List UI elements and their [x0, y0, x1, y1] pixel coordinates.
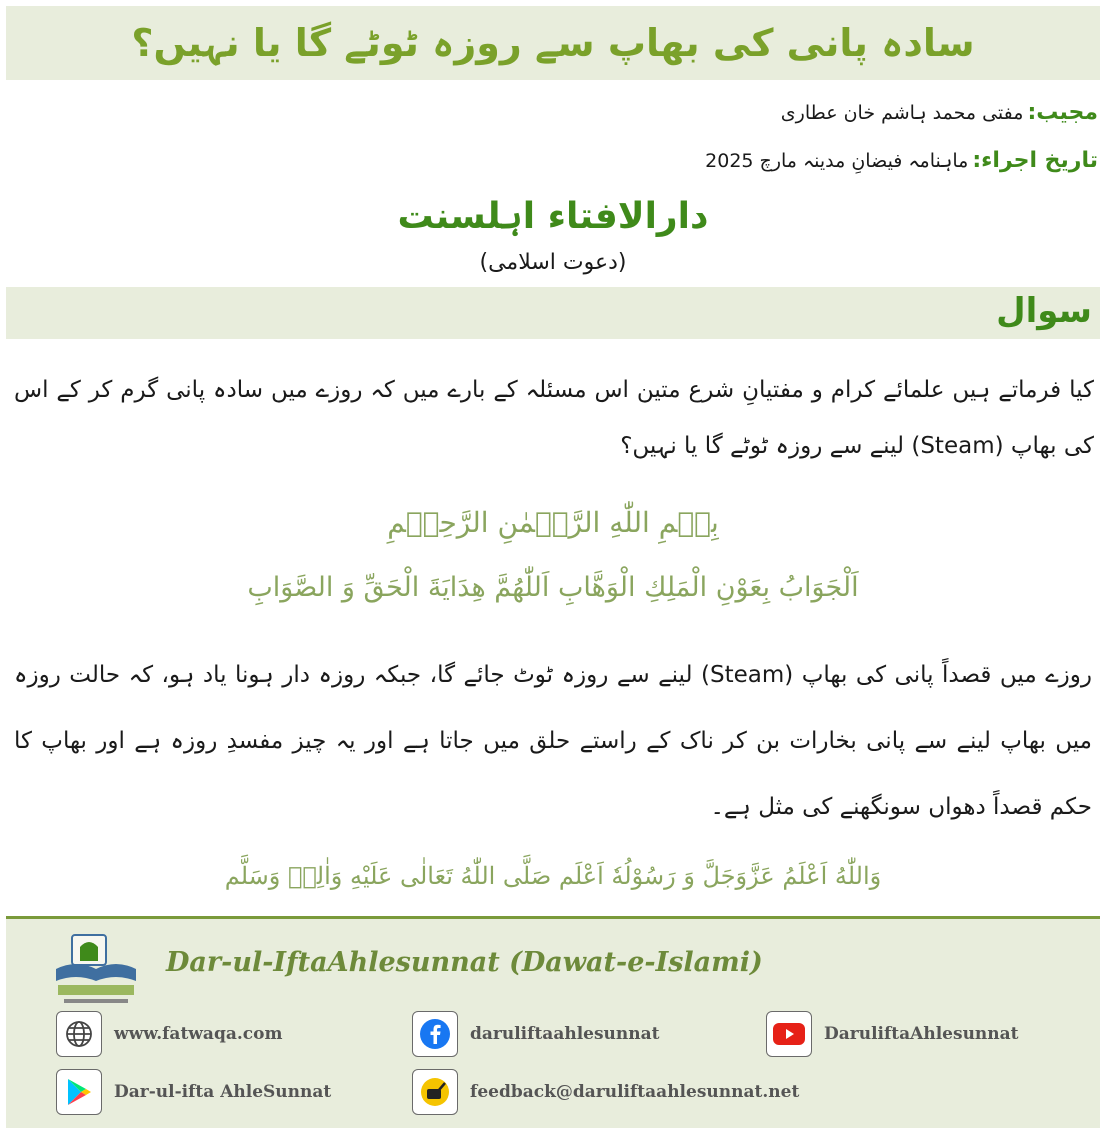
facebook-icon	[412, 1011, 458, 1057]
institution-sub: (دعوت اسلامی)	[479, 250, 627, 275]
youtube-icon	[766, 1011, 812, 1057]
question-heading-bar	[6, 287, 1100, 339]
playstore-link[interactable]	[56, 1069, 331, 1115]
youtube-link[interactable]	[766, 1011, 1019, 1057]
darul-ifta-logo	[50, 931, 146, 1011]
website-link[interactable]	[56, 1011, 282, 1057]
globe-icon	[56, 1011, 102, 1057]
google-play-icon	[56, 1069, 102, 1115]
footer-brand: Dar-ul-IftaAhlesunnat (Dawat-e-Islami)	[166, 947, 763, 978]
question-text: کیا فرماتے ہیں علمائے کرام و مفتیانِ شرع متین اس مسئلہ کے بارے میں کہ روزے میں سادہ پانی گرم کر کے اس کی بھاپ (Steam) لینے سے روزہ ٹوٹے گا یا نہیں؟	[14, 377, 1094, 459]
playstore-label: Dar-ul-ifta AhleSunnat	[114, 1082, 332, 1102]
closing-dua: وَاللّٰهُ اَعْلَمُ عَزَّوَجَلَّ وَ رَسُوْلُهٗ اَعْلَم صَلَّی اللّٰهُ تَعَالٰی عَلَیْهِ وَاٰلِهٖ وَسَلَّم	[224, 862, 882, 890]
feedback-icon	[412, 1069, 458, 1115]
youtube-label: DaruliftaAhlesunnat	[824, 1024, 1019, 1044]
date-line	[705, 148, 1098, 173]
mujeeb-label: مجیب:	[1027, 100, 1098, 125]
date-label: تاریخ اجراء:	[972, 148, 1098, 173]
mujeeb-value: مفتی محمد ہاشم خان عطاری	[780, 102, 1024, 124]
facebook-link[interactable]	[412, 1011, 659, 1057]
title-bar	[6, 6, 1100, 80]
mujeeb-line	[781, 100, 1098, 125]
bismillah: بِسۡمِ اللّٰهِ الرَّحۡمٰنِ الرَّحِیۡمِ	[387, 506, 719, 539]
footer	[6, 919, 1100, 1128]
question-heading: سوال	[996, 291, 1092, 331]
facebook-label: daruliftaahlesunnat	[470, 1024, 660, 1044]
date-value: ماہنامہ فیضانِ مدینہ مارچ 2025	[705, 150, 969, 172]
jawab-opening: اَلْجَوَابُ بِعَوْنِ الْمَلِكِ الْوَهَّابِ اَللّٰهُمَّ هِدَايَةَ الْحَقِّ وَ الصَّوَابِ	[247, 572, 859, 603]
website-label: www.fatwaqa.com	[114, 1024, 283, 1044]
feedback-link[interactable]	[412, 1069, 799, 1115]
institution-name: دارالافتاء اہلسنت	[397, 196, 709, 237]
answer-text: روزے میں قصداً پانی کی بھاپ (Steam) لینے سے روزہ ٹوٹ جائے گا، جبکہ روزہ دار ہونا یاد ہو، کہ حالت روزہ میں بھاپ لینے سے پانی بخارات بن کر ناک کے راستے حلق میں جاتا ہے اور یہ چیز مفسدِ روزہ ہے اور بھاپ کا حکم قصداً دھواں سونگھنے کی مثل ہے۔	[14, 662, 1092, 820]
page-title: سادہ پانی کی بھاپ سے روزہ ٹوٹے گا یا نہیں؟	[131, 21, 975, 65]
feedback-label: feedback@daruliftaahlesunnat.net	[470, 1082, 800, 1102]
